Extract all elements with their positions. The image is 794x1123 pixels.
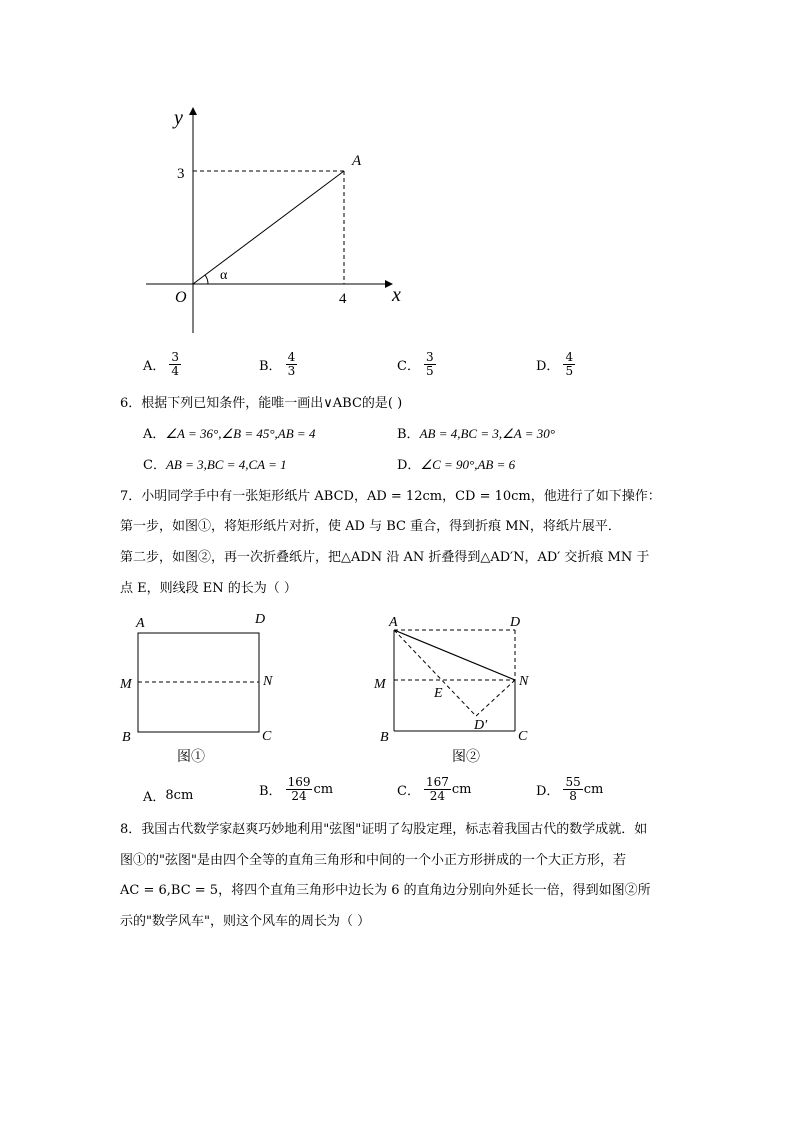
q8-line-1: 8．我国古代数学家赵爽巧妙地利用"弦图"证明了勾股定理，标志着我国古代的数学成就．如 <box>120 822 648 837</box>
q7-line-4: 点 E，则线段 EN 的长为（ ） <box>120 581 297 596</box>
q7-option-a: A． 8cm <box>143 788 194 805</box>
fraction: $\frac{4}{3}$ <box>287 350 296 378</box>
segment-AD-prime <box>394 630 476 716</box>
q7-line-2: 第一步，如图①，将矩形纸片对折，使 AD 与 BC 重合，得到折痕 MN，将纸片展平． <box>120 519 621 534</box>
q7-line-3: 第二步，如图②，再一次折叠纸片，把△ADN 沿 AN 折叠得到△AD′N，AD′ 交折痕 MN 于 <box>120 550 650 565</box>
label-A: A <box>136 616 145 631</box>
q6-option-d: D．∠C = 90°,AB = 6 <box>397 457 516 473</box>
fraction: $\frac{55}{8}$ <box>565 775 581 803</box>
fraction: $\frac{3}{4}$ <box>171 350 180 378</box>
rectangle-abcd <box>138 633 259 732</box>
point-A-label: A <box>352 153 362 169</box>
x-axis-label: x <box>392 284 401 306</box>
fraction: $\frac{167}{24}$ <box>425 775 449 803</box>
x-tick-label: 4 <box>339 291 347 307</box>
q7-option-b: B． $\frac{169}{24}$ cm <box>259 775 334 803</box>
fraction: $\frac{169}{24}$ <box>287 775 311 803</box>
q7-option-c: C． $\frac{167}{24}$ cm <box>397 775 472 803</box>
q6-option-b: B．AB = 4,BC = 3,∠A = 30° <box>397 426 555 442</box>
caption-fig1: 图① <box>177 750 205 765</box>
q8-line-2: 图①的"弦图"是由四个全等的直角三角形和中间的一个小正方形拼成的一个大正方形，若 <box>120 853 626 868</box>
label-N: N <box>263 674 273 689</box>
segment-AN <box>394 630 515 680</box>
option-letter: C． <box>397 359 420 374</box>
q6-stem: 6．根据下列已知条件，能唯一画出∨ABC的是( ) <box>120 396 403 411</box>
label-C2: C <box>518 729 528 744</box>
label-B2: B <box>380 730 389 745</box>
fraction: $\frac{3}{5}$ <box>425 350 434 378</box>
q6-option-c: C．AB = 3,BC = 4,CA = 1 <box>143 457 287 473</box>
fraction: $\frac{4}{5}$ <box>565 350 574 378</box>
label-N2: N <box>519 674 529 689</box>
q7-option-d: D． $\frac{55}{8}$ cm <box>536 775 604 803</box>
label-D2: D <box>510 615 521 630</box>
y-tick-label: 3 <box>177 166 185 182</box>
option-letter: D． <box>536 359 560 374</box>
q6-option-a: A．∠A = 36°,∠B = 45°,AB = 4 <box>143 426 316 442</box>
segment-ND-prime <box>476 680 515 716</box>
angle-label: α <box>220 268 228 283</box>
y-axis-label: y <box>174 107 183 129</box>
q7-line-1: 7．小明同学手中有一张矩形纸片 ABCD，AD = 12cm，CD = 10cm，他进行了如下操作： <box>120 489 661 504</box>
label-M2: M <box>374 677 386 692</box>
option-letter: A． <box>143 359 166 374</box>
caption-fig2: 图② <box>452 750 480 765</box>
label-M: M <box>120 677 132 692</box>
label-C: C <box>262 729 272 744</box>
label-E: E <box>434 686 443 701</box>
label-D-prime: D′ <box>474 718 488 733</box>
q8-line-4: 示的"数学风车"，则这个风车的周长为（ ） <box>120 914 371 929</box>
label-B: B <box>122 730 131 745</box>
origin-label: O <box>175 289 187 306</box>
q8-line-3: AC = 6,BC = 5，将四个直角三角形中边长为 6 的直角边分别向外延长一倍，得到如图②所 <box>120 883 651 898</box>
option-letter: B． <box>259 359 282 374</box>
label-D: D <box>255 612 266 627</box>
label-A2: A <box>389 615 398 630</box>
